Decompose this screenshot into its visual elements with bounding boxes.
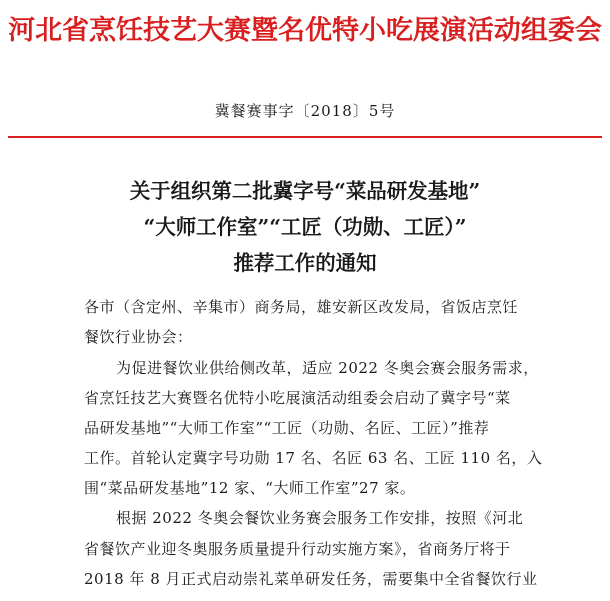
body-line: 为促进餐饮业供给侧改革，适应 2022 冬奥会赛会服务需求， — [116, 359, 539, 377]
body-line: 工作。首轮认定冀字号功勋 17 名、名匠 63 名、工匠 110 名，入 — [84, 449, 543, 467]
notice-title-line-3: 推荐工作的通知 — [233, 251, 377, 275]
body-line: 2018 年 8 月正式启动崇礼菜单研发任务，需要集中全省餐饮行业 — [84, 570, 538, 588]
red-divider — [8, 136, 602, 138]
body-line: 省烹饪技艺大赛暨名优特小吃展演活动组委会启动了冀字号“菜 — [84, 389, 511, 407]
body-line: 餐饮行业协会： — [84, 328, 193, 346]
notice-title-line-1: 关于组织第二批冀字号“菜品研发基地” — [129, 179, 481, 203]
issuer-header: 河北省烹饪技艺大赛暨名优特小吃展演活动组委会 — [8, 15, 602, 46]
body-line: 省餐饮产业迎冬奥服务质量提升行动实施方案》，省商务厅将于 — [84, 540, 511, 558]
notice-title-line-2: “大师工作室”“工匠（功勋、工匠）” — [143, 215, 467, 239]
body-line: 品研发基地”“大师工作室”“工匠（功勋、名匠、工匠）”推荐 — [84, 419, 490, 437]
body-line: 根据 2022 冬奥会餐饮业务赛会服务工作安排，按照《河北 — [116, 509, 524, 527]
body-line: 各市（含定州、辛集市）商务局，雄安新区改发局，省饭店烹饪 — [84, 298, 519, 316]
document-number: 冀餐赛事字〔2018〕5号 — [214, 102, 396, 120]
body-line: 围“菜品研发基地”12 家、“大师工作室”27 家。 — [84, 479, 416, 497]
